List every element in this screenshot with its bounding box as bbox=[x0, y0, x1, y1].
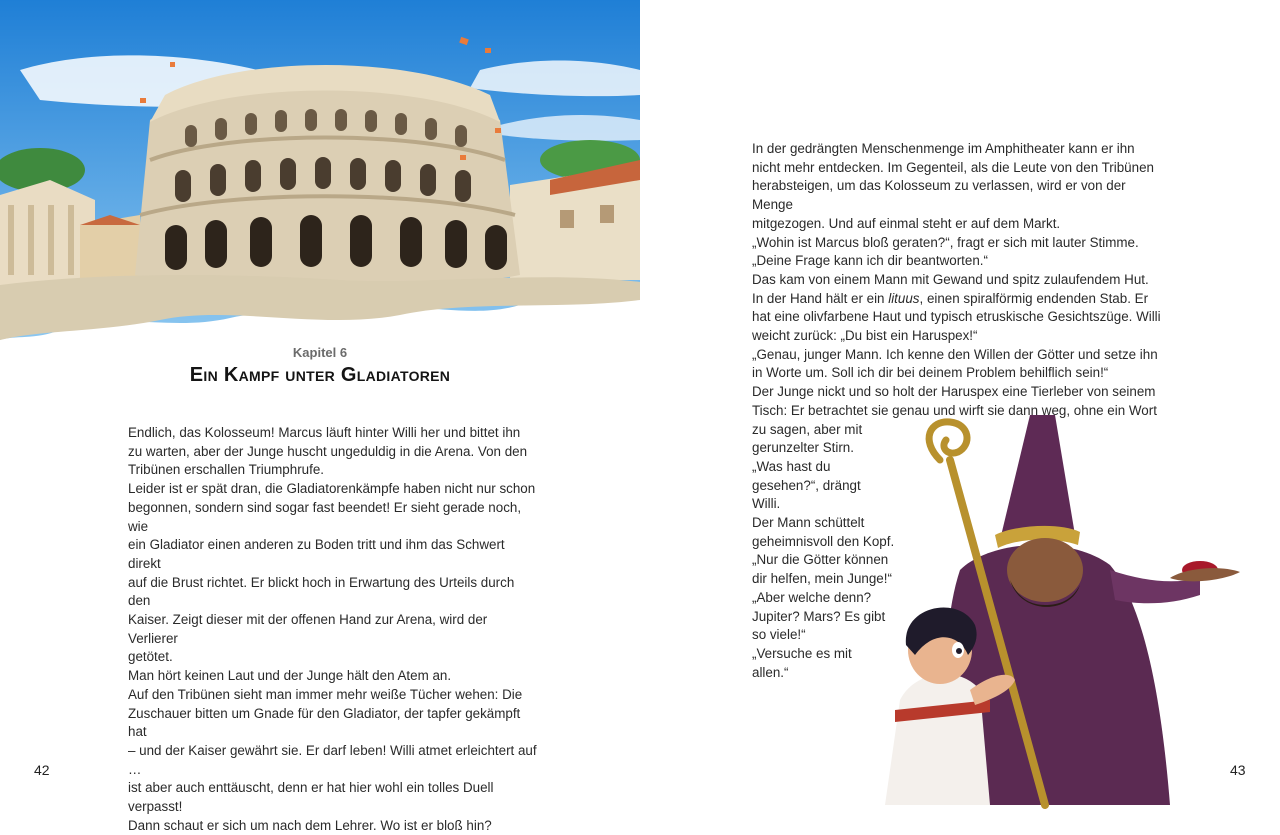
right-page bbox=[640, 0, 1280, 805]
text-line: „Versuche es mit bbox=[752, 645, 852, 661]
page-number-right: 43 bbox=[1230, 762, 1246, 778]
text-line: Willi. bbox=[752, 496, 781, 512]
text-line: Kaiser. Zeigt dieser mit der offenen Hand zur Arena, wird der Verlierer bbox=[128, 612, 488, 646]
colosseum-illustration bbox=[0, 0, 640, 345]
text-line: – und der Kaiser gewährt sie. Er darf leben! Willi atmet erleichtert auf … bbox=[128, 742, 537, 777]
text-line: Das kam von einem Mann mit Gewand und spitz zulaufendem Hut. bbox=[752, 271, 1149, 287]
text-line: begonnen, sondern sind sogar fast beendet! Er sieht gerade noch, wie bbox=[128, 499, 522, 534]
text-line: Man hört keinen Laut und der Junge hält den Atem an. bbox=[128, 668, 452, 684]
text-line: Jupiter? Mars? Es gibt bbox=[752, 608, 886, 624]
page-number-left: 42 bbox=[34, 762, 50, 778]
text-line: „Deine Frage kann ich dir beantworten.“ bbox=[752, 253, 988, 269]
chapter-title: Ein Kampf unter Gladiatoren bbox=[189, 364, 451, 386]
text-line: Der Junge nickt und so holt der Haruspex eine Tierleber von seinem bbox=[752, 384, 1156, 400]
text-line: Dann schaut er sich um nach dem Lehrer. Wo ist er bloß hin? bbox=[128, 817, 492, 833]
text-line: „Was hast du bbox=[752, 458, 831, 474]
text-line: „Nur die Götter können bbox=[752, 552, 889, 568]
text-line: ein Gladiator einen anderen zu Boden tritt und ihm das Schwert direkt bbox=[128, 537, 505, 571]
text-line: hat eine olivfarbene Haut und typisch etruskische Gesichtszüge. Willi bbox=[752, 309, 1161, 325]
text-line: weicht zurück: „Du bist ein Haruspex!“ bbox=[752, 328, 978, 344]
text-line: „Aber welche denn? bbox=[752, 589, 872, 605]
text-line: auf die Brust richtet. Er blickt hoch in Erwartung des Urteils durch den bbox=[128, 574, 515, 609]
text-line: gesehen?“, drängt bbox=[752, 477, 861, 493]
text-line: Zuschauer bitten um Gnade für den Gladiator, der tapfer gekämpft hat bbox=[128, 705, 521, 740]
right-body-text bbox=[752, 140, 1162, 682]
text-line: „Wohin ist Marcus bloß geraten?“, fragt er sich mit lauter Stimme. bbox=[752, 234, 1139, 250]
chapter-label: Kapitel 6 bbox=[292, 345, 348, 360]
text-line: dir helfen, mein Junge!“ bbox=[752, 571, 892, 587]
text-line: gerunzelter Stirn. bbox=[752, 440, 854, 456]
text-line: allen.“ bbox=[752, 664, 789, 680]
left-body-text bbox=[128, 424, 538, 835]
text-fragment: In der Hand hält er ein bbox=[752, 290, 889, 306]
text-line: „Genau, junger Mann. Ich kenne den Willen der Götter und setze ihn bbox=[752, 346, 1158, 362]
text-line: In der gedrängten Menschenmenge im Amphitheater kann er ihn bbox=[752, 141, 1135, 156]
text-line: nicht mehr entdecken. Im Gegenteil, als die Leute von den Tribünen bbox=[752, 159, 1154, 175]
text-line: in Worte um. Soll ich dir bei deinem Problem behilflich sein!“ bbox=[752, 365, 1109, 381]
text-line: mitgezogen. Und auf einmal steht er auf dem Markt. bbox=[752, 215, 1061, 231]
text-line: herabsteigen, um das Kolosseum zu verlassen, wird er von der Menge bbox=[752, 178, 1126, 213]
text-line: Auf den Tribünen sieht man immer mehr weiße Tücher wehen: Die bbox=[128, 686, 523, 702]
text-line: Tribünen erschallen Triumphrufe. bbox=[128, 462, 324, 478]
text-line: getötet. bbox=[128, 649, 173, 665]
text-fragment: , einen spiralförmig endenden Stab. Er bbox=[919, 290, 1149, 306]
text-line: Tisch: Er betrachtet sie genau und wirft sie dann weg, ohne ein Wort bbox=[752, 402, 1157, 418]
text-line: Endlich, das Kolosseum! Marcus läuft hinter Willi her und bittet ihn bbox=[128, 425, 521, 440]
left-page bbox=[0, 0, 640, 833]
lituus-term: lituus bbox=[888, 290, 920, 306]
text-line: Der Mann schüttelt bbox=[752, 515, 865, 531]
text-line: ist aber auch enttäuscht, denn er hat hier wohl ein tolles Duell verpasst! bbox=[128, 780, 494, 815]
text-line: Leider ist er spät dran, die Gladiatorenkämpfe haben nicht nur schon bbox=[128, 481, 536, 497]
text-line: zu sagen, aber mit bbox=[752, 421, 863, 437]
text-line: zu warten, aber der Junge huscht ungeduldig in die Arena. Von den bbox=[128, 443, 528, 459]
text-line bbox=[752, 290, 1162, 309]
text-line: geheimnisvoll den Kopf. bbox=[752, 533, 895, 549]
text-line: so viele!“ bbox=[752, 627, 806, 643]
